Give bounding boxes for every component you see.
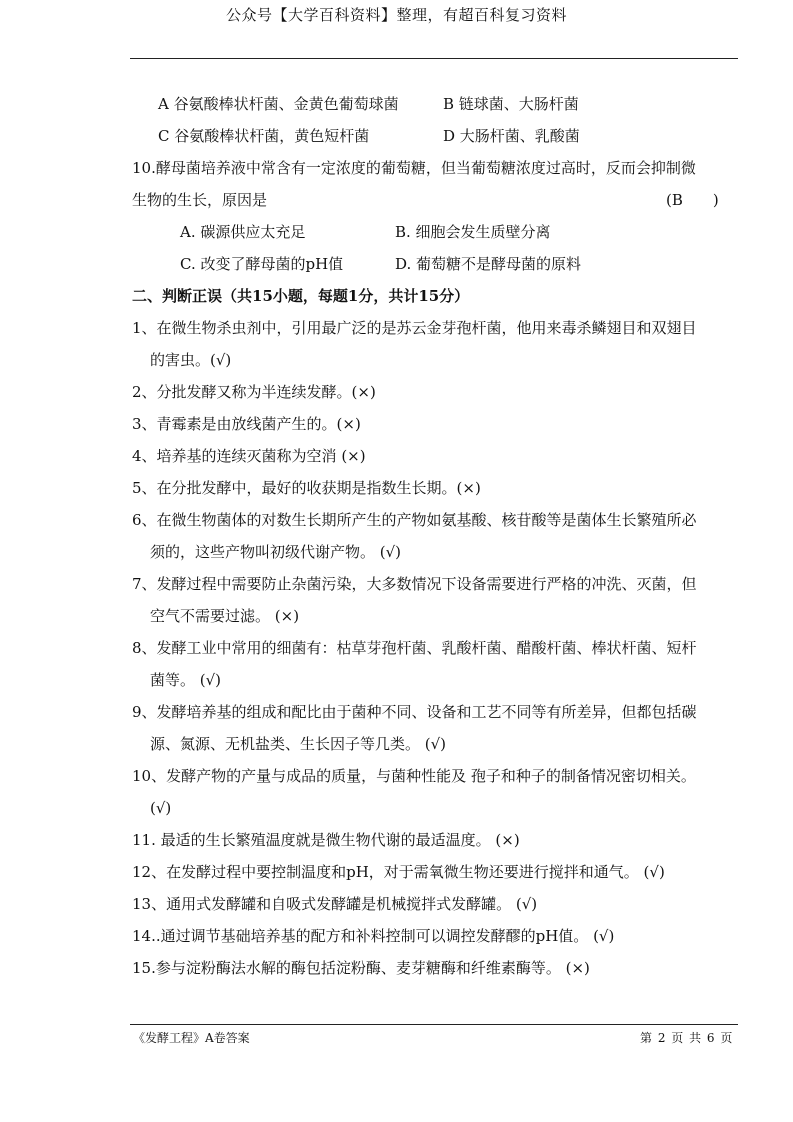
- header-rule: [130, 58, 738, 59]
- tf-item-15: 15.参与淀粉酶法水解的酶包括淀粉酶、麦芽糖酶和纤维素酶等。 (×): [132, 959, 590, 977]
- section-title: 二、判断正误（共15小题，每题1分，共计15分）: [132, 287, 470, 305]
- tf-item-5: 5、在分批发酵中，最好的收获期是指数生长期。(×): [132, 479, 481, 497]
- tf-item-3: 3、青霉素是由放线菌产生的。(×): [132, 415, 361, 433]
- q10-option-c: C. 改变了酵母菌的pH值: [180, 255, 344, 273]
- tf-item-14: 14..通过调节基础培养基的配方和补料控制可以调控发酵醪的pH值。 (√): [132, 927, 615, 945]
- header-note: 公众号【大学百科资料】整理，有超百科复习资料: [225, 6, 567, 24]
- tf-item-11: 11. 最适的生长繁殖温度就是微生物代谢的最适温度。 (×): [132, 831, 520, 849]
- tf-item-7-line1: 7、发酵过程中需要防止杂菌污染，大多数情况下设备需要进行严格的冲洗、灭菌，但: [132, 575, 697, 593]
- q10-option-a: A. 碳源供应太充足: [180, 223, 306, 241]
- q10-answer: (B ): [666, 191, 719, 209]
- tf-item-10-line2: (√): [150, 799, 172, 817]
- q10-text-line1: 10.酵母菌培养液中常含有一定浓度的葡萄糖，但当葡萄糖浓度过高时，反而会抑制微: [132, 159, 696, 177]
- footer-course-name: 《发酵工程》A卷答案: [133, 1031, 250, 1045]
- tf-item-9-line1: 9、发酵培养基的组成和配比由于菌种不同、设备和工艺不同等有所差异，但都包括碳: [132, 703, 697, 721]
- tf-item-8-line2: 菌等。 (√): [150, 671, 222, 689]
- q9-option-d: D 大肠杆菌、乳酸菌: [443, 127, 580, 145]
- tf-item-12: 12、在发酵过程中要控制温度和pH，对于需氧微生物还要进行搅拌和通气。 (√): [132, 863, 665, 881]
- tf-item-13: 13、通用式发酵罐和自吸式发酵罐是机械搅拌式发酵罐。 (√): [132, 895, 538, 913]
- tf-item-8-line1: 8、发酵工业中常用的细菌有：枯草芽孢杆菌、乳酸杆菌、醋酸杆菌、棒状杆菌、短杆: [132, 639, 697, 657]
- q10-option-b: B. 细胞会发生质壁分离: [395, 223, 551, 241]
- q10-option-d: D. 葡萄糖不是酵母菌的原料: [395, 255, 582, 273]
- tf-item-4: 4、培养基的连续灭菌称为空消 (×): [132, 447, 366, 465]
- footer-rule: [130, 1024, 738, 1025]
- tf-item-7-line2: 空气不需要过滤。 (×): [150, 607, 300, 625]
- q9-option-c: C 谷氨酸棒状杆菌，黄色短杆菌: [158, 127, 370, 145]
- tf-item-1-line2: 的害虫。(√): [150, 351, 232, 369]
- tf-item-2: 2、分批发酵又称为半连续发酵。(×): [132, 383, 376, 401]
- footer-page-number: 第 2 页 共 6 页: [640, 1031, 733, 1045]
- tf-item-6-line2: 须的，这些产物叫初级代谢产物。 (√): [150, 543, 402, 561]
- tf-item-6-line1: 6、在微生物菌体的对数生长期所产生的产物如氨基酸、核苷酸等是菌体生长繁殖所必: [132, 511, 697, 529]
- q9-option-a: A 谷氨酸棒状杆菌、金黄色葡萄球菌: [158, 95, 399, 113]
- tf-item-10-line1: 10、发酵产物的产量与成品的质量，与菌种性能及 孢子和种子的制备情况密切相关。: [132, 767, 696, 785]
- tf-item-9-line2: 源、氮源、无机盐类、生长因子等几类。 (√): [150, 735, 447, 753]
- q10-text-line2: 生物的生长，原因是: [132, 191, 268, 209]
- tf-item-1-line1: 1、在微生物杀虫剂中，引用最广泛的是苏云金芽孢杆菌，他用来毒杀鳞翅目和双翅目: [132, 319, 697, 337]
- q9-option-b: B 链球菌、大肠杆菌: [443, 95, 579, 113]
